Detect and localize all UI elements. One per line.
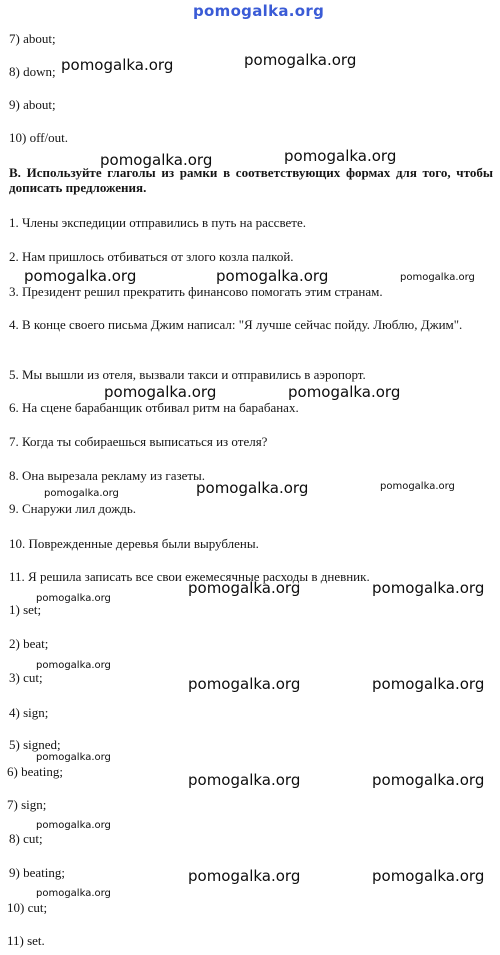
watermark: pomogalka.org (372, 579, 485, 597)
sentence: 1. Члены экспедиции отправились в путь на рассвете. (9, 215, 306, 230)
sentence: 8. Она вырезала рекламу из газеты. (9, 468, 206, 483)
watermark: pomogalka.org (188, 867, 301, 885)
sentence: 4. В конце своего письма Джим написал: "Я лучше сейчас пойду. Люблю, Джим". (9, 317, 463, 332)
watermark: pomogalka.org (100, 151, 213, 169)
watermark: pomogalka.org (36, 752, 111, 763)
list-item: 8) down; (9, 64, 56, 79)
answer-item: 11) set. (7, 933, 45, 948)
list-item: 10) off/out. (9, 130, 68, 145)
answer-item: 10) cut; (7, 900, 48, 915)
answer-item: 9) beating; (9, 865, 65, 880)
watermark: pomogalka.org (24, 267, 137, 285)
list-item: 9) about; (9, 97, 56, 112)
answer-item: 4) sign; (9, 705, 49, 720)
watermark: pomogalka.org (188, 579, 301, 597)
answer-item: 5) signed; (9, 737, 61, 752)
sentence: 9. Снаружи лил дождь. (9, 501, 136, 516)
watermark: pomogalka.org (188, 675, 301, 693)
task-heading: B. Используйте глаголы из рамки в соответствующих формах для того, чтобы дописать предложения. (9, 165, 493, 195)
watermark: pomogalka.org (36, 593, 111, 604)
watermark: pomogalka.org (380, 481, 455, 492)
watermark: pomogalka.org (36, 820, 111, 831)
sentence: 3. Президент решил прекратить финансово помогать этим странам. (9, 284, 383, 299)
watermark: pomogalka.org (104, 383, 217, 401)
answer-item: 8) cut; (9, 831, 43, 846)
sentence: 11. Я решила записать все свои ежемесячные расходы в дневник. (9, 569, 370, 584)
watermark: pomogalka.org (244, 51, 357, 69)
watermark: pomogalka.org (216, 267, 329, 285)
answer-item: 2) beat; (9, 636, 49, 651)
answer-item: 7) sign; (7, 797, 47, 812)
sentence: 10. Поврежденные деревья были вырублены. (9, 536, 259, 551)
watermark: pomogalka.org (36, 888, 111, 899)
list-item: 7) about; (9, 31, 56, 46)
answer-item: 1) set; (9, 602, 42, 617)
watermark: pomogalka.org (284, 147, 397, 165)
watermark: pomogalka.org (400, 272, 475, 283)
watermark: pomogalka.org (44, 488, 119, 499)
sentence: 2. Нам пришлось отбиваться от злого козла палкой. (9, 249, 294, 264)
sentence: 5. Мы вышли из отеля, вызвали такси и отправились в аэропорт. (9, 367, 366, 382)
answer-item: 3) cut; (9, 670, 43, 685)
watermark: pomogalka.org (36, 660, 111, 671)
watermark: pomogalka.org (372, 771, 485, 789)
watermark: pomogalka.org (61, 56, 174, 74)
watermark: pomogalka.org (372, 675, 485, 693)
sentence: 6. На сцене барабанщик отбивал ритм на барабанах. (9, 400, 299, 415)
watermark: pomogalka.org (188, 771, 301, 789)
watermark: pomogalka.org (372, 867, 485, 885)
watermark: pomogalka.org (288, 383, 401, 401)
header-watermark: pomogalka.org (193, 2, 325, 20)
watermark: pomogalka.org (196, 479, 309, 497)
answer-item: 6) beating; (7, 764, 63, 779)
sentence: 7. Когда ты собираешься выписаться из отеля? (9, 434, 268, 449)
